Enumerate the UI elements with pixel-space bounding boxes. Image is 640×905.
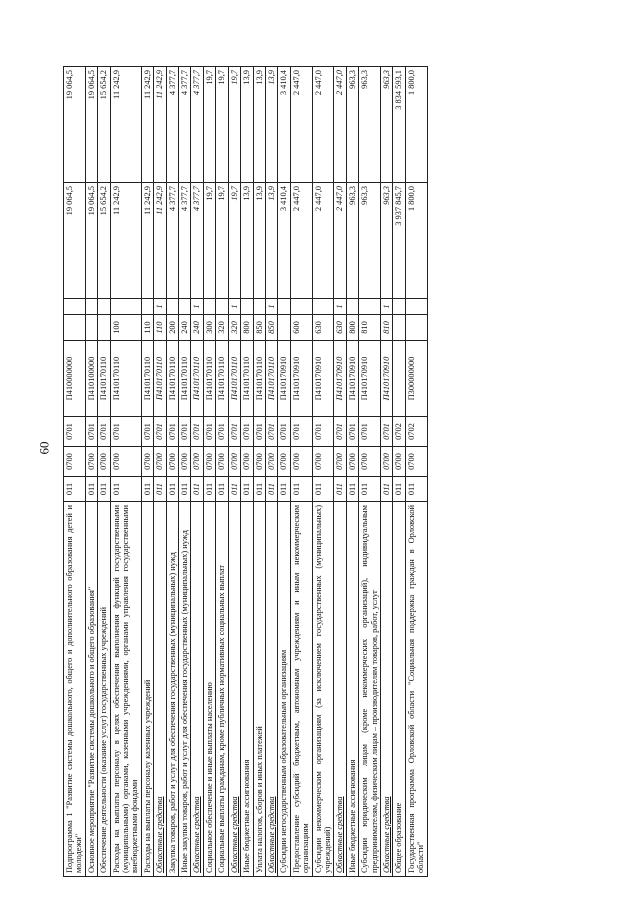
row-expense-type-cell: 320 xyxy=(228,315,240,341)
row-mark-cell xyxy=(64,299,86,315)
row-code-cell: 011 xyxy=(334,477,346,502)
row-subsection-cell: 0701 xyxy=(141,417,153,447)
row-section-cell: 0700 xyxy=(405,447,427,477)
row-expense-type-cell: 850 xyxy=(253,315,265,341)
row-sum-second-cell: 19 064,5 xyxy=(85,67,97,183)
row-section-cell: 0700 xyxy=(241,447,253,477)
row-subsection-cell: 0701 xyxy=(216,417,228,447)
row-mark-cell xyxy=(405,299,427,315)
row-name-text: Обеспечение деятельности (оказание услуг) государственных учреждений xyxy=(99,606,109,873)
row-section-cell: 0700 xyxy=(228,447,240,477)
row-mark-cell xyxy=(346,299,358,315)
row-sum-first-cell: 11 242,9 xyxy=(110,183,141,299)
row-code-cell: 011 xyxy=(228,477,240,502)
row-name-text: Субсидии юридическим лицам (кроме некоммерческих организаций), индивидуальным предпринимателям, физическим лицам – производителям товаров, работ, услуг xyxy=(360,505,379,873)
table-row xyxy=(216,67,228,877)
row-target-article-cell: П410170110 xyxy=(166,341,178,417)
row-sum-second-cell: 4 377,7 xyxy=(179,67,191,183)
row-sum-first-cell: 2 447,0 xyxy=(334,183,346,299)
row-target-article-cell: П410170110 xyxy=(191,341,203,417)
row-name-text: Социальные выплаты гражданам, кроме публичных нормативных социальных выплат xyxy=(217,564,227,873)
row-expense-type-cell xyxy=(64,315,86,341)
row-section-cell: 0700 xyxy=(359,447,381,477)
row-mark-cell: 1 xyxy=(154,299,166,315)
row-name-text: Субсидии негосударственным образовательным организациям xyxy=(279,649,289,873)
row-name-text: Областные средства xyxy=(266,796,276,873)
row-name-text: Социальное обеспечение и иные выплаты населению xyxy=(204,682,214,873)
row-name-cell xyxy=(312,502,334,877)
row-section-cell: 0700 xyxy=(380,447,392,477)
row-mark-cell: 1 xyxy=(265,299,277,315)
row-sum-first-cell: 11 242,9 xyxy=(141,183,153,299)
row-target-article-cell: П410170110 xyxy=(98,341,110,417)
row-name-text: Подпрограмма 1 "Развитие системы дошкольного, общего и дополнительного образования детей и молодежи" xyxy=(65,505,84,873)
row-section-cell: 0700 xyxy=(312,447,334,477)
row-expense-type-cell: 110 xyxy=(141,315,153,341)
row-sum-second-cell: 19,7 xyxy=(203,67,215,183)
row-name-cell xyxy=(85,502,97,877)
row-sum-second-cell: 19,7 xyxy=(216,67,228,183)
row-name-text: Иные закупки товаров, работ и услуг для обеспечения государственных (муниципальных) нужд xyxy=(180,530,190,873)
row-name-cell xyxy=(346,502,358,877)
row-name-cell xyxy=(154,502,166,877)
row-name-text: Областные средства xyxy=(229,796,239,873)
row-sum-second-cell: 15 654,2 xyxy=(98,67,110,183)
row-mark-cell xyxy=(278,299,290,315)
row-subsection-cell: 0701 xyxy=(359,417,381,447)
table-row xyxy=(393,67,405,877)
table-row xyxy=(141,67,153,877)
table-row xyxy=(405,67,427,877)
row-sum-first-cell: 13,9 xyxy=(253,183,265,299)
rotated-page-content xyxy=(63,67,573,877)
row-mark-cell xyxy=(253,299,265,315)
row-name-cell xyxy=(405,502,427,877)
row-section-cell: 0700 xyxy=(154,447,166,477)
row-mark-cell xyxy=(393,299,405,315)
row-sum-first-cell: 1 800,0 xyxy=(405,183,427,299)
row-sum-second-cell: 19 064,5 xyxy=(64,67,86,183)
row-mark-cell: 1 xyxy=(380,299,392,315)
row-mark-cell: 1 xyxy=(334,299,346,315)
table-row xyxy=(203,67,215,877)
row-code-cell: 011 xyxy=(141,477,153,502)
row-subsection-cell: 0701 xyxy=(253,417,265,447)
row-mark-cell xyxy=(141,299,153,315)
row-sum-first-cell: 2 447,0 xyxy=(312,183,334,299)
row-name-cell xyxy=(334,502,346,877)
row-expense-type-cell: 200 xyxy=(166,315,178,341)
table-row xyxy=(154,67,166,877)
row-expense-type-cell: 810 xyxy=(359,315,381,341)
row-expense-type-cell: 630 xyxy=(334,315,346,341)
page-number: 60 xyxy=(36,441,52,455)
row-expense-type-cell: 810 xyxy=(380,315,392,341)
row-sum-first-cell: 4 377,7 xyxy=(191,183,203,299)
row-target-article-cell: П410000000 xyxy=(64,341,86,417)
row-name-text: Областные средства xyxy=(335,796,345,873)
row-name-text: Областные средства xyxy=(381,796,391,873)
row-section-cell: 0700 xyxy=(191,447,203,477)
row-sum-first-cell: 19,7 xyxy=(203,183,215,299)
row-sum-first-cell: 19,7 xyxy=(228,183,240,299)
table-row xyxy=(179,67,191,877)
row-sum-second-cell: 963,3 xyxy=(346,67,358,183)
row-expense-type-cell: 300 xyxy=(203,315,215,341)
row-expense-type-cell xyxy=(393,315,405,341)
row-target-article-cell: П410100000 xyxy=(85,341,97,417)
row-subsection-cell: 0701 xyxy=(346,417,358,447)
row-target-article-cell: П410170910 xyxy=(346,341,358,417)
row-target-article-cell: П410170110 xyxy=(228,341,240,417)
row-sum-second-cell: 19,7 xyxy=(228,67,240,183)
row-code-cell: 011 xyxy=(405,477,427,502)
row-subsection-cell: 0701 xyxy=(166,417,178,447)
row-subsection-cell: 0701 xyxy=(203,417,215,447)
row-subsection-cell: 0701 xyxy=(290,417,312,447)
row-expense-type-cell: 100 xyxy=(110,315,141,341)
row-name-cell xyxy=(278,502,290,877)
table-row xyxy=(228,67,240,877)
row-name-cell xyxy=(228,502,240,877)
row-subsection-cell: 0701 xyxy=(241,417,253,447)
row-mark-cell xyxy=(216,299,228,315)
row-sum-second-cell: 11 242,9 xyxy=(110,67,141,183)
row-target-article-cell: П410170110 xyxy=(265,341,277,417)
row-code-cell: 011 xyxy=(290,477,312,502)
table-row xyxy=(290,67,312,877)
row-target-article-cell: П410170110 xyxy=(216,341,228,417)
row-name-cell xyxy=(393,502,405,877)
row-sum-second-cell: 963,3 xyxy=(380,67,392,183)
row-code-cell: 011 xyxy=(166,477,178,502)
row-code-cell: 011 xyxy=(191,477,203,502)
row-target-article-cell: П410170910 xyxy=(380,341,392,417)
row-section-cell: 0700 xyxy=(334,447,346,477)
row-subsection-cell: 0701 xyxy=(110,417,141,447)
row-name-text: Иные бюджетные ассигнования xyxy=(347,759,357,873)
row-name-cell xyxy=(141,502,153,877)
row-expense-type-cell: 800 xyxy=(241,315,253,341)
row-subsection-cell: 0701 xyxy=(179,417,191,447)
row-sum-first-cell: 19 064,5 xyxy=(85,183,97,299)
row-mark-cell xyxy=(312,299,334,315)
row-sum-second-cell: 2 447,0 xyxy=(312,67,334,183)
row-sum-first-cell: 3 410,4 xyxy=(278,183,290,299)
row-subsection-cell: 0701 xyxy=(380,417,392,447)
row-sum-second-cell: 2 447,0 xyxy=(334,67,346,183)
row-subsection-cell: 0701 xyxy=(228,417,240,447)
row-sum-second-cell: 1 800,0 xyxy=(405,67,427,183)
row-expense-type-cell xyxy=(278,315,290,341)
row-name-text: Расходы на выплаты персоналу в целях обеспечения выполнения функций государственными (муниципальными) органами, казенными учреждениями, органами управления государственными внебюджетными фондами xyxy=(111,505,140,873)
row-sum-first-cell: 13,9 xyxy=(265,183,277,299)
row-section-cell: 0700 xyxy=(98,447,110,477)
row-target-article-cell: П410170110 xyxy=(253,341,265,417)
row-target-article-cell: П410170110 xyxy=(241,341,253,417)
row-mark-cell xyxy=(85,299,97,315)
row-name-text: Общее образование xyxy=(394,802,404,873)
row-section-cell: 0700 xyxy=(110,447,141,477)
row-code-cell: 011 xyxy=(312,477,334,502)
row-mark-cell xyxy=(203,299,215,315)
row-sum-first-cell: 19,7 xyxy=(216,183,228,299)
row-target-article-cell: П410170110 xyxy=(203,341,215,417)
row-section-cell: 0700 xyxy=(85,447,97,477)
row-code-cell: 011 xyxy=(359,477,381,502)
row-sum-first-cell: 963,3 xyxy=(380,183,392,299)
row-subsection-cell: 0701 xyxy=(278,417,290,447)
row-sum-first-cell: 15 654,2 xyxy=(98,183,110,299)
row-section-cell: 0700 xyxy=(278,447,290,477)
row-name-text: Государственная программа Орловской области "Социальная поддержка граждан в Орловской области" xyxy=(406,505,426,873)
row-target-article-cell: П410170910 xyxy=(334,341,346,417)
row-target-article-cell: П410170110 xyxy=(154,341,166,417)
row-name-text: Уплата налогов, сборов и иных платежей xyxy=(254,726,264,873)
table-row xyxy=(312,67,334,877)
row-section-cell: 0700 xyxy=(346,447,358,477)
table-row xyxy=(85,67,97,877)
row-expense-type-cell xyxy=(405,315,427,341)
row-mark-cell: 1 xyxy=(191,299,203,315)
row-expense-type-cell: 320 xyxy=(216,315,228,341)
row-section-cell: 0700 xyxy=(265,447,277,477)
row-sum-second-cell: 963,3 xyxy=(359,67,381,183)
row-section-cell: 0700 xyxy=(393,447,405,477)
row-name-cell xyxy=(359,502,381,877)
table-row xyxy=(278,67,290,877)
row-name-cell xyxy=(203,502,215,877)
row-name-cell xyxy=(64,502,86,877)
row-expense-type-cell: 240 xyxy=(179,315,191,341)
row-target-article-cell: П410170110 xyxy=(179,341,191,417)
row-subsection-cell: 0702 xyxy=(393,417,405,447)
row-name-text: Субсидии некоммерческим организациям (за исключением государственных (муниципальных) учреждений) xyxy=(313,505,332,873)
row-subsection-cell: 0701 xyxy=(191,417,203,447)
row-name-cell xyxy=(179,502,191,877)
row-target-article-cell: П410170910 xyxy=(359,341,381,417)
row-sum-first-cell: 4 377,7 xyxy=(166,183,178,299)
table-row xyxy=(98,67,110,877)
budget-table xyxy=(63,66,428,877)
row-expense-type-cell: 800 xyxy=(346,315,358,341)
table-row xyxy=(334,67,346,877)
table-row xyxy=(265,67,277,877)
row-sum-first-cell: 2 447,0 xyxy=(290,183,312,299)
row-sum-first-cell: 13,9 xyxy=(241,183,253,299)
row-name-text: Расходы на выплаты персоналу казенных учреждений xyxy=(142,679,152,873)
row-expense-type-cell xyxy=(85,315,97,341)
row-sum-first-cell: 3 937 845,7 xyxy=(393,183,405,299)
row-code-cell: 011 xyxy=(203,477,215,502)
row-code-cell: 011 xyxy=(241,477,253,502)
row-sum-first-cell: 11 242,9 xyxy=(154,183,166,299)
row-sum-second-cell: 11 242,9 xyxy=(154,67,166,183)
row-section-cell: 0700 xyxy=(216,447,228,477)
row-name-cell xyxy=(380,502,392,877)
row-code-cell: 011 xyxy=(265,477,277,502)
table-row xyxy=(110,67,141,877)
row-code-cell: 011 xyxy=(253,477,265,502)
row-code-cell: 011 xyxy=(216,477,228,502)
row-name-text: Основное мероприятие "Развитие системы дошкольного и общего образования" xyxy=(86,586,96,873)
row-code-cell: 011 xyxy=(278,477,290,502)
row-subsection-cell: 0701 xyxy=(312,417,334,447)
row-subsection-cell: 0701 xyxy=(154,417,166,447)
row-subsection-cell: 0701 xyxy=(265,417,277,447)
row-code-cell: 011 xyxy=(85,477,97,502)
row-sum-second-cell: 2 447,0 xyxy=(290,67,312,183)
row-code-cell: 011 xyxy=(380,477,392,502)
row-code-cell: 011 xyxy=(64,477,86,502)
row-code-cell: 011 xyxy=(393,477,405,502)
row-mark-cell xyxy=(166,299,178,315)
row-name-cell xyxy=(253,502,265,877)
row-sum-first-cell: 19 064,5 xyxy=(64,183,86,299)
row-mark-cell xyxy=(290,299,312,315)
row-sum-second-cell: 4 377,7 xyxy=(166,67,178,183)
table-row xyxy=(64,67,86,877)
row-expense-type-cell: 240 xyxy=(191,315,203,341)
row-section-cell: 0700 xyxy=(141,447,153,477)
row-name-cell xyxy=(110,502,141,877)
row-name-cell xyxy=(216,502,228,877)
table-row xyxy=(253,67,265,877)
row-target-article-cell: П410170910 xyxy=(312,341,334,417)
row-code-cell: 011 xyxy=(98,477,110,502)
row-code-cell: 011 xyxy=(179,477,191,502)
row-name-cell xyxy=(98,502,110,877)
row-section-cell: 0700 xyxy=(203,447,215,477)
row-name-text: Предоставление субсидий бюджетным, автономным учреждениям и иным некоммерческим организациям xyxy=(291,505,311,873)
table-row xyxy=(346,67,358,877)
row-name-text: Закупка товаров, работ и услуг для обеспечения государственных (муниципальных) нужд xyxy=(167,552,177,873)
row-sum-second-cell: 13,9 xyxy=(265,67,277,183)
row-section-cell: 0700 xyxy=(290,447,312,477)
row-mark-cell xyxy=(179,299,191,315)
row-name-text: Иные бюджетные ассигнования xyxy=(242,759,252,873)
row-sum-second-cell: 11 242,9 xyxy=(141,67,153,183)
row-sum-second-cell: 3 410,4 xyxy=(278,67,290,183)
row-target-article-cell: П410170910 xyxy=(290,341,312,417)
row-sum-second-cell: 3 834 593,1 xyxy=(393,67,405,183)
row-section-cell: 0700 xyxy=(179,447,191,477)
row-sum-second-cell: 13,9 xyxy=(241,67,253,183)
table-row xyxy=(241,67,253,877)
row-code-cell: 011 xyxy=(346,477,358,502)
row-target-article-cell: П410170110 xyxy=(141,341,153,417)
row-target-article-cell xyxy=(393,341,405,417)
row-sum-second-cell: 13,9 xyxy=(253,67,265,183)
row-sum-second-cell: 4 377,7 xyxy=(191,67,203,183)
row-subsection-cell: 0701 xyxy=(98,417,110,447)
row-subsection-cell: 0701 xyxy=(334,417,346,447)
row-expense-type-cell: 630 xyxy=(312,315,334,341)
table-row xyxy=(380,67,392,877)
row-name-cell xyxy=(166,502,178,877)
budget-table-body xyxy=(64,67,428,877)
row-mark-cell xyxy=(98,299,110,315)
row-expense-type-cell xyxy=(98,315,110,341)
row-name-cell xyxy=(290,502,312,877)
row-mark-cell xyxy=(359,299,381,315)
row-target-article-cell: П300000000 xyxy=(405,341,427,417)
row-subsection-cell: 0702 xyxy=(405,417,427,447)
row-subsection-cell: 0701 xyxy=(64,417,86,447)
row-name-cell xyxy=(265,502,277,877)
row-target-article-cell: П410170910 xyxy=(278,341,290,417)
table-row xyxy=(359,67,381,877)
row-code-cell: 011 xyxy=(154,477,166,502)
row-expense-type-cell: 600 xyxy=(290,315,312,341)
row-section-cell: 0700 xyxy=(253,447,265,477)
row-name-cell xyxy=(241,502,253,877)
row-name-text: Областные средства xyxy=(155,796,165,873)
row-subsection-cell: 0701 xyxy=(85,417,97,447)
row-name-text: Областные средства xyxy=(192,796,202,873)
row-name-cell xyxy=(191,502,203,877)
row-mark-cell xyxy=(241,299,253,315)
row-expense-type-cell: 110 xyxy=(154,315,166,341)
row-section-cell: 0700 xyxy=(166,447,178,477)
row-code-cell: 011 xyxy=(110,477,141,502)
row-target-article-cell: П410170110 xyxy=(110,341,141,417)
row-sum-first-cell: 963,3 xyxy=(359,183,381,299)
row-sum-first-cell: 4 377,7 xyxy=(179,183,191,299)
row-mark-cell xyxy=(110,299,141,315)
row-sum-first-cell: 963,3 xyxy=(346,183,358,299)
table-row xyxy=(191,67,203,877)
row-mark-cell: 1 xyxy=(228,299,240,315)
table-row xyxy=(166,67,178,877)
row-section-cell: 0700 xyxy=(64,447,86,477)
row-expense-type-cell: 850 xyxy=(265,315,277,341)
